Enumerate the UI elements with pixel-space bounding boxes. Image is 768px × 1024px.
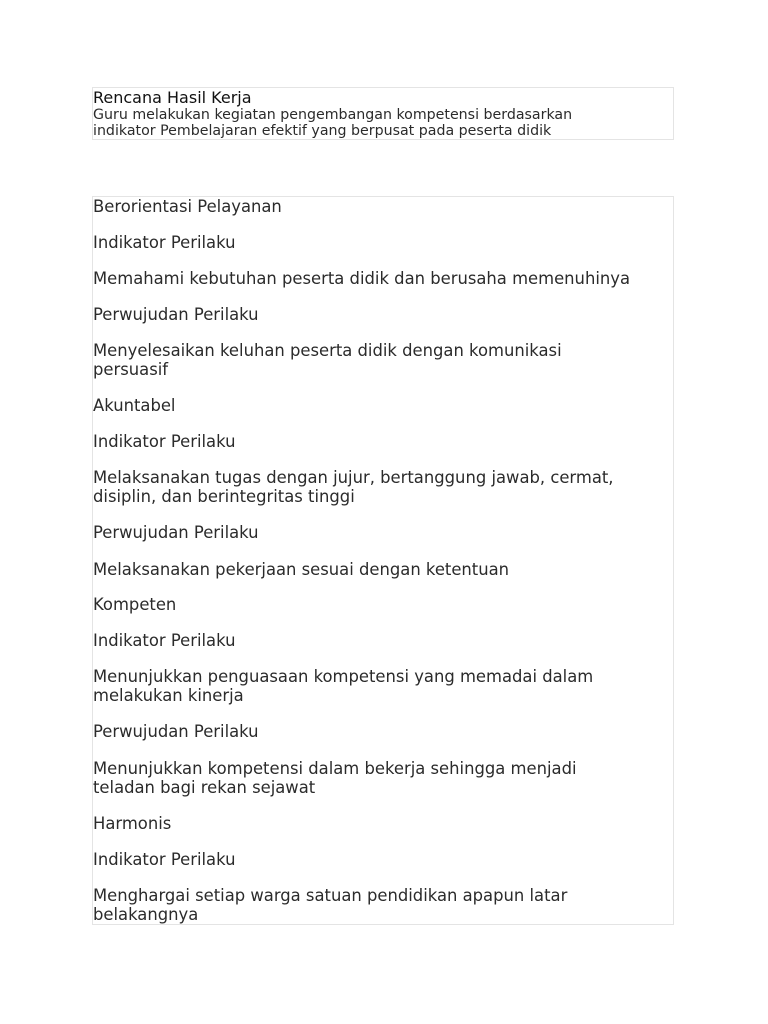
perwujudan-text: teladan bagi rekan sejawat (93, 778, 316, 797)
indikator-text: melakukan kinerja (93, 686, 244, 705)
behavior-heading-pelayanan: Berorientasi Pelayanan (93, 197, 282, 216)
perwujudan-label: Perwujudan Perilaku (93, 523, 259, 542)
perwujudan-label: Perwujudan Perilaku (93, 305, 259, 324)
indikator-text: Menghargai setiap warga satuan pendidikan apapun latar (93, 886, 568, 905)
indikator-text: disiplin, dan berintegritas tinggi (93, 487, 355, 506)
behavior-heading-akuntabel: Akuntabel (93, 396, 176, 415)
indikator-label: Indikator Perilaku (93, 233, 236, 252)
rencana-hasil-kerja-description-line: Guru melakukan kegiatan pengembangan kompetensi berdasarkan (93, 107, 573, 123)
perwujudan-text: persuasif (93, 360, 169, 379)
perwujudan-text: Menyelesaikan keluhan peserta didik dengan komunikasi (93, 341, 562, 360)
rencana-hasil-kerja-description-line: indikator Pembelajaran efektif yang berpusat pada peserta didik (93, 123, 552, 139)
perwujudan-text: Melaksanakan pekerjaan sesuai dengan ketentuan (93, 560, 510, 579)
behavior-heading-harmonis: Harmonis (93, 814, 172, 833)
perwujudan-text: Menunjukkan kompetensi dalam bekerja sehingga menjadi (93, 759, 577, 778)
indikator-text: Menunjukkan penguasaan kompetensi yang memadai dalam (93, 667, 594, 686)
rencana-hasil-kerja-description (93, 107, 668, 139)
indikator-text: Memahami kebutuhan peserta didik dan berusaha memenuhinya (93, 269, 631, 288)
indikator-label: Indikator Perilaku (93, 850, 236, 869)
rencana-hasil-kerja-box (92, 87, 674, 140)
perwujudan-label: Perwujudan Perilaku (93, 722, 259, 741)
indikator-label: Indikator Perilaku (93, 432, 236, 451)
behavior-heading-kompeten: Kompeten (93, 595, 177, 614)
indikator-label: Indikator Perilaku (93, 631, 236, 650)
indikator-text: Melaksanakan tugas dengan jujur, bertanggung jawab, cermat, (93, 468, 614, 487)
rencana-hasil-kerja-title: Rencana Hasil Kerja (93, 88, 252, 107)
behavior-box (92, 196, 674, 925)
indikator-text: belakangnya (93, 905, 199, 924)
